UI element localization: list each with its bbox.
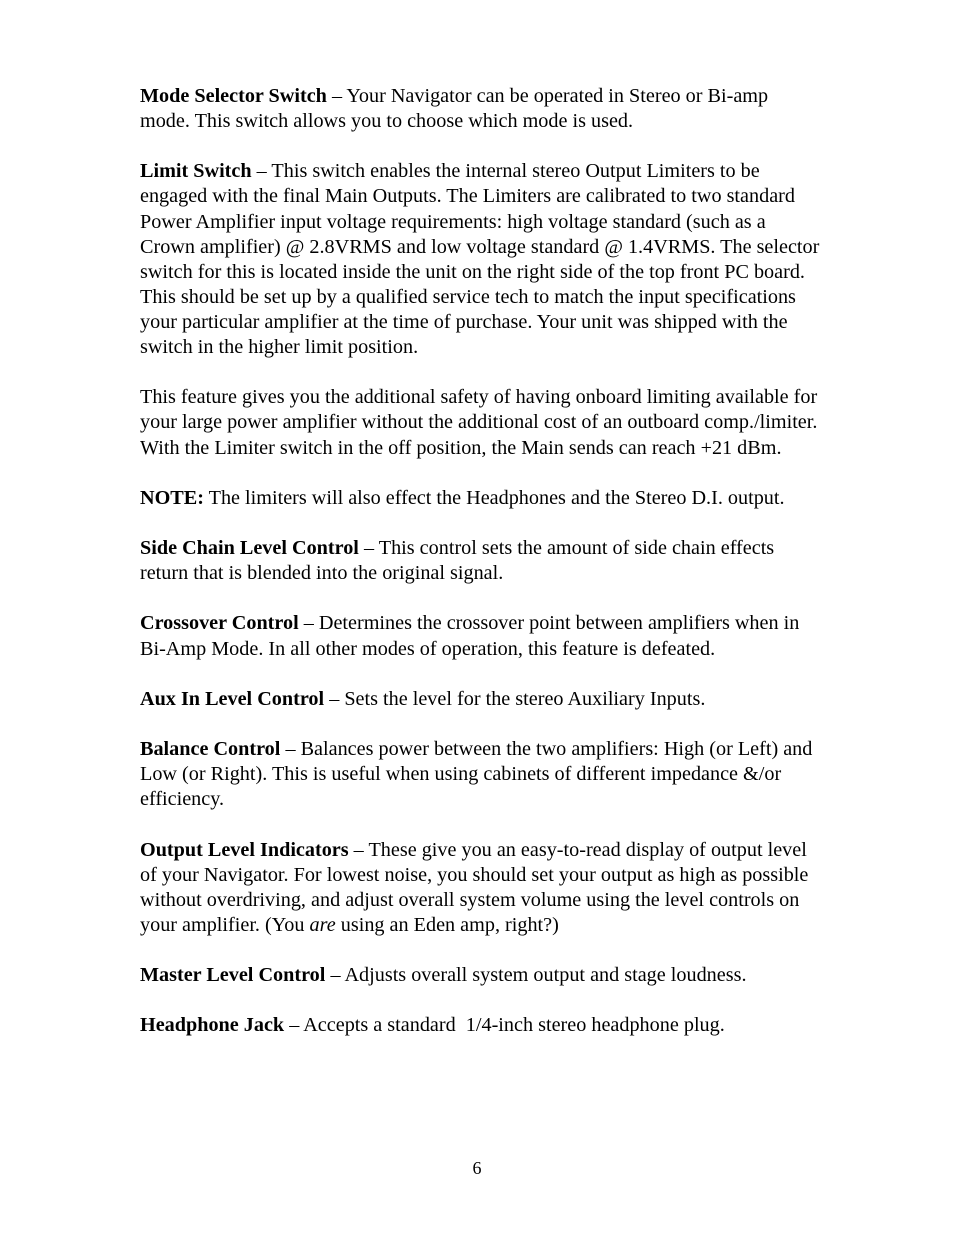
paragraph-balance-control — [140, 737, 820, 812]
paragraph-aux-in-level-control — [140, 687, 820, 712]
term-master-level-control: Master Level Control — [140, 964, 326, 987]
term-headphone-jack: Headphone Jack — [140, 1014, 285, 1037]
description-limit-switch: – This switch enables the internal stereo Output Limiters to be engaged with the final Main Outputs. The Limiters are calibrated to two standard Power Amplifier input voltage requirements: high voltage standard (such as a Crown amplifier) @ 2.8VRMS and low voltage standard @ 1.4VRMS. The selector switch for this is located inside the unit on the right side of the top front PC board. This should be set up by a qualified service tech to match the input specifications your particular amplifier at the time of purchase. Your unit was shipped with the switch in the higher limit position. — [140, 160, 820, 359]
term-balance-control: Balance Control — [140, 738, 281, 761]
paragraph-headphone-jack — [140, 1013, 820, 1038]
term-side-chain-level-control: Side Chain Level Control — [140, 537, 359, 560]
description-master-level-control: – Adjusts overall system output and stage loudness. — [325, 964, 747, 987]
term-note: NOTE: — [140, 486, 204, 509]
description-mode-selector-switch: – Your Navigator can be operated in Stereo or Bi-amp mode. This switch allows you to choose which mode is used. — [140, 85, 769, 133]
term-crossover-control: Crossover Control — [140, 612, 299, 635]
description-side-chain-level-control: – This control sets the amount of side chain effects return that is blended into the original signal. — [140, 537, 775, 585]
paragraph-limiter-feature — [140, 385, 820, 460]
paragraph-side-chain-level-control — [140, 536, 820, 586]
term-output-level-indicators: Output Level Indicators — [140, 838, 349, 861]
paragraph-crossover-control — [140, 611, 820, 661]
term-limit-switch: Limit Switch — [140, 160, 252, 183]
term-mode-selector-switch: Mode Selector Switch — [140, 85, 327, 107]
page-number: 6 — [472, 1158, 482, 1178]
paragraph-mode-selector-switch — [140, 84, 820, 134]
description-aux-in-level-control: – Sets the level for the stereo Auxiliary Inputs. — [324, 687, 706, 710]
document-body — [140, 84, 820, 1064]
paragraph-limit-switch — [140, 159, 820, 360]
description-output-level-indicators: – These give you an easy-to-read display of output level of your Navigator. For lowest noise, you should set your output as high as possible without overdriving, and adjust overall system volume using the level controls on your amplifier. (You — [140, 838, 809, 936]
description-note: The limiters will also effect the Headphones and the Stereo D.I. output. — [203, 486, 785, 509]
term-aux-in-level-control: Aux In Level Control — [140, 687, 325, 710]
description-output-level-indicators-end: using an Eden amp, right?) — [335, 913, 559, 936]
description-limiter-feature: This feature gives you the additional safety of having onboard limiting available for your large power amplifier without the additional cost of an outboard comp./limiter. With the Limiter switch in the off position, the Main sends can reach +21 dBm. — [140, 386, 818, 459]
emphasis-are: are — [309, 913, 336, 936]
description-headphone-jack: – Accepts a standard 1/4-inch stereo headphone plug. — [284, 1014, 725, 1037]
paragraph-note — [140, 486, 820, 511]
description-balance-control: – Balances power between the two amplifiers: High (or Left) and Low (or Right). This is useful when using cabinets of different impedance &/or efficiency. — [140, 738, 813, 811]
paragraph-output-level-indicators — [140, 838, 820, 938]
paragraph-master-level-control — [140, 963, 820, 988]
description-crossover-control: – Determines the crossover point between amplifiers when in Bi-Amp Mode. In all other modes of operation, this feature is defeated. — [140, 612, 800, 660]
